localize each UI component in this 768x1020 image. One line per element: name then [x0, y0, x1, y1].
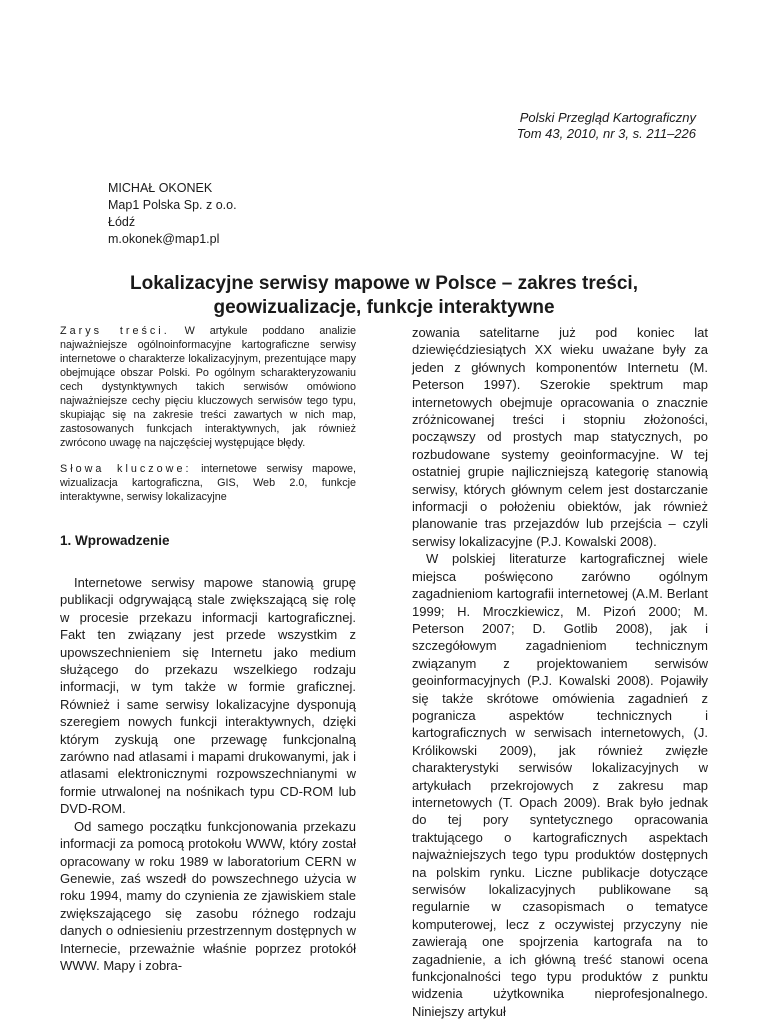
section-body-left [60, 574, 356, 974]
keywords [60, 462, 356, 504]
author-email[interactable]: m.okonek@map1.pl [108, 232, 220, 246]
left-column [60, 324, 356, 974]
section-heading: 1. Wprowadzenie [60, 533, 170, 548]
author-city: Łódź [108, 215, 136, 229]
right-column [412, 324, 708, 1020]
journal-header [517, 110, 696, 142]
author-affiliation: Map1 Polska Sp. z o.o. [108, 198, 237, 212]
author-name: MICHAŁ OKONEK [108, 181, 213, 195]
journal-name: Polski Przegląd Kartograficzny [519, 110, 696, 125]
article-title [60, 272, 708, 320]
paragraph: W polskiej literaturze kartograficznej wiele miejsca poświęcono zarówno ogólnym zagadnieniom kartografii internetowej (A.M. Berlant 1999; H. Mroczkiewicz, M. Pizoń 2000; M. Peterson 2007; D. Gotlib 2008), jak i szczegółowym zagadnieniom technicznym związanym z projektowaniem serwisów geoinformacyjnych (P.J. Kowalski 2008). Pojawiły się także skrótowe omówienia zagadnień z pogranicza aspektów technicznych i kartograficznych w serwisach internetowych, (J. Królikowski 2009), jak również zwięzłe charakterystyki serwisów lokalizacyjnych w artykułach przekrojowych z zakresu map internetowych (T. Opach 2009). Brak było jednak do tej pory syntetycznego opracowania traktującego o kartograficznych aspektach najważniejszych tego typu produktów dostępnych na polskim rynku. Liczne publikacje dotyczące serwisów lokalizacyjnych publikowane są regularnie w czasopismach o tematyce komputerowej, lecz z oczywistej przyczyny nie zawierają one spojrzenia kartografa na to zagadnienie, a ich główną treść stanowi ocena funkcjonalności tego typu produktów z punktu widzenia użytkownika nieprofesjonalnego. Niniejszy artykuł [412, 551, 708, 1019]
journal-issue: Tom 43, 2010, nr 3, s. 211–226 [516, 126, 696, 141]
title-line-2: geowizualizacje, funkcje interaktywne [213, 297, 555, 318]
abstract-text: W artykule poddano analizie najważniejsze ogólnoinformacyjne kartograficzne serwisy internetowe o charakterze lokalizacyjnym, prezentujące mapy obejmujące obszar Polski. Po ogólnym scharakteryzowaniu cech dystynktywnych takich serwisów omówiono najważniejsze cechy pięciu kluczowych serwisów tego typu, skupiając się na zakresie treści zawartych w nich map, zastosowanych funkcjach interaktywnych, jak również zwrócono uwagę na najczęściej występujące błędy. [60, 325, 356, 449]
author-block [108, 180, 237, 248]
title-line-1: Lokalizacyjne serwisy mapowe w Polsce – zakres treści, [130, 273, 638, 294]
keywords-label: Słowa kluczowe: [60, 463, 192, 475]
paragraph: zowania satelitarne już pod koniec lat dziewięćdziesiątych XX wieku uważane były za jeden z głównych komponentów Internetu (M. Peterson 1997). Szerokie spektrum map internetowych obejmuje opracowania o znacznie zróżnicowanej treści i stopniu złożoności, począwszy od prostych map statycznych, po rozbudowane systemy geoinformacyjne. W tej ostatniej grupie najliczniejszą kategorię stanowią serwisy, których głównym celem jest dostarczanie informacji o położeniu obiektów, jak również planowanie tras przejazdów lub przejścia – czyli serwisy lokalizacyjne (P.J. Kowalski 2008). [412, 325, 708, 549]
abstract-label: Zarys treści. [60, 325, 170, 337]
abstract [60, 324, 356, 450]
keywords-text: internetowe serwisy mapowe, wizualizacja kartograficzna, GIS, Web 2.0, funkcje interaktywne, serwisy lokalizacyjne [60, 463, 356, 503]
paragraph: Od samego początku funkcjonowania przekazu informacji za pomocą protokołu WWW, który został opracowany w roku 1989 w laboratorium CERN w Genewie, zaś wszedł do powszechnego użycia w roku 1994, mamy do czynienia ze zjawiskiem stale zwiększającego się zasobu różnego rodzaju danych o odniesieniu przestrzennym dostępnych w Internecie, przeważnie właśnie poprzez protokół WWW. Mapy i zobra- [60, 818, 356, 973]
paragraph: Internetowe serwisy mapowe stanowią grupę publikacji odgrywającą stale zwiększającą się rolę w procesie przekazu informacji kartograficznej. Fakt ten związany jest przede wszystkim z upowszechnieniem się Internetu jako medium służącego do przekazu wszelkiego rodzaju informacji, w tym także w formie graficznej. Również i same serwisy lokalizacyjne dysponują szeregiem nowych funkcji interaktywnych, dzięki którym zyskują one przewagę funkcjonalną zarówno nad atlasami i mapami drukowanymi, jak i atlasami elektronicznymi rozpowszechnianymi w formie utrwalonej na nośnikach typu CD-ROM lub DVD-ROM. [60, 575, 356, 817]
